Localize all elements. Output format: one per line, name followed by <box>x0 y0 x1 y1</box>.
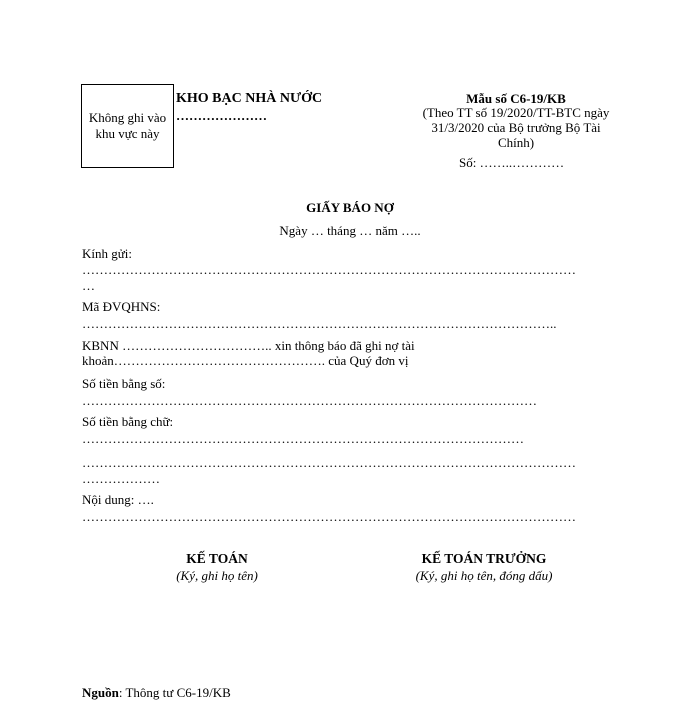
kbnn-notice-line1: KBNN …………………………….. xin thông báo đã ghi nợ tài <box>82 338 415 353</box>
chief-accountant-note: (Ký, ghi họ tên, đóng dấu) <box>415 568 553 583</box>
kbnn-notice-line2: khoản…………………………………………. của Quý đơn vị <box>82 353 409 368</box>
amount-number-dots: …………………………………………………………………………………………… <box>82 393 537 408</box>
unit-code-label: Mã ĐVQHNS: <box>82 299 161 314</box>
source-note <box>82 685 231 701</box>
document-title: GIẤY BÁO NỢ <box>306 200 394 215</box>
amount-words-dots-1: ………………………………………………………………………………………… <box>82 431 524 446</box>
treasury-name: KHO BẠC NHÀ NƯỚC <box>176 91 323 106</box>
chief-accountant-title: KẾ TOÁN TRƯỞNG <box>421 551 547 566</box>
amount-words-dots-2: …………………………………………………………………………………………………… <box>82 455 576 470</box>
recipient-dots-continued: … <box>82 278 95 293</box>
accountant-note: (Ký, ghi họ tên) <box>176 568 258 583</box>
content-label: Nội dung: …. <box>82 492 154 507</box>
unit-code-dots: ……………………………………………………………………………………………….. <box>82 316 557 331</box>
reserved-area-note: Không ghi vào khu vực này <box>88 109 167 141</box>
amount-words-dots-3: ……………… <box>82 471 160 486</box>
document-date: Ngày … tháng … năm ….. <box>279 223 421 238</box>
form-reference: (Theo TT số 19/2020/TT-BTC ngày 31/3/2020 của Bộ trưởng Bộ Tài Chính) <box>422 105 610 150</box>
treasury-branch-dots: ………………… <box>176 108 267 123</box>
document-number: Số: ……..………… <box>459 155 565 170</box>
content-dots: …………………………………………………………………………………………………… <box>82 509 576 524</box>
source-label: Nguồn <box>82 685 119 700</box>
recipient-dots: …………………………………………………………………………………………………… <box>82 262 576 277</box>
recipient-label: Kính gửi: <box>82 246 133 261</box>
accountant-title: KẾ TOÁN <box>186 551 248 566</box>
amount-words-label: Số tiền bằng chữ: <box>82 414 174 429</box>
amount-number-label: Số tiền bằng số: <box>82 376 166 391</box>
form-code: Mẫu số C6-19/KB <box>466 91 566 106</box>
source-text: : Thông tư C6-19/KB <box>118 685 231 700</box>
reserved-area-box <box>81 84 174 168</box>
